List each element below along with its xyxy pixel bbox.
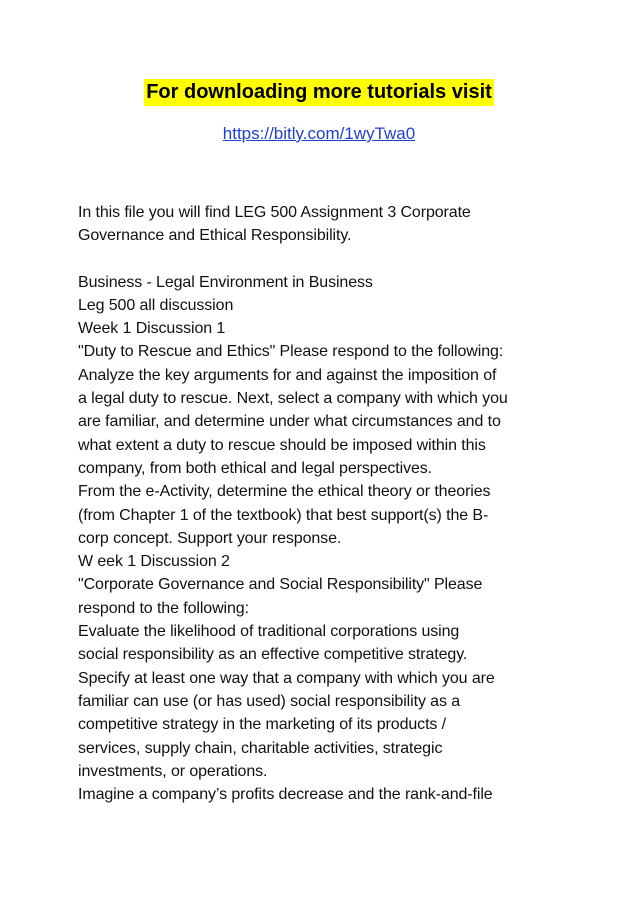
text-line: Leg 500 all discussion — [78, 296, 234, 314]
text-line: Specify at least one way that a company with which you are — [78, 669, 495, 687]
text-line: are familiar, and determine under what circumstances and to — [78, 413, 501, 431]
text-line: respond to the following: — [78, 599, 249, 617]
text-line: In this file you will find LEG 500 Assignment 3 Corporate — [78, 204, 471, 221]
text-line: "Duty to Rescue and Ethics" Please respond to the following: — [78, 343, 504, 361]
text-line: investments, or operations. — [78, 762, 268, 780]
text-line: what extent a duty to rescue should be imposed within this — [78, 436, 486, 454]
text-line: familiar can use (or has used) social responsibility as a — [78, 692, 461, 710]
content-paragraph — [78, 271, 578, 807]
text-line: a legal duty to rescue. Next, select a company with which you — [78, 390, 508, 408]
text-line: company, from both ethical and legal perspectives. — [78, 459, 433, 477]
text-line: social responsibility as an effective competitive strategy. — [78, 646, 468, 664]
text-line: competitive strategy in the marketing of its products / — [78, 716, 447, 734]
text-line: Business - Legal Environment in Business — [78, 273, 373, 291]
link-container — [0, 123, 638, 145]
text-line: Evaluate the likelihood of traditional corporations using — [78, 623, 460, 641]
title-container — [0, 79, 638, 106]
text-line: corp concept. Support your response. — [78, 529, 342, 547]
page-title: For downloading more tutorials visit — [144, 79, 494, 106]
text-line: services, supply chain, charitable activities, strategic — [78, 739, 443, 757]
text-line: (from Chapter 1 of the textbook) that best support(s) the B- — [78, 506, 489, 524]
text-line: Governance and Ethical Responsibility. — [78, 227, 352, 245]
document-body — [78, 201, 578, 806]
tutorials-link[interactable]: https://bitly.com/1wyTwa0 — [222, 124, 416, 143]
text-line: Analyze the key arguments for and against the imposition of — [78, 366, 497, 384]
text-line: Imagine a company’s profits decrease and the rank-and-file — [78, 786, 493, 804]
text-line: W eek 1 Discussion 2 — [78, 553, 230, 571]
text-line: "Corporate Governance and Social Responsibility" Please — [78, 576, 483, 594]
text-line: Week 1 Discussion 1 — [78, 320, 226, 338]
paragraph-gap — [78, 248, 578, 271]
text-line: From the e-Activity, determine the ethical theory or theories — [78, 483, 491, 501]
intro-paragraph — [78, 201, 578, 248]
